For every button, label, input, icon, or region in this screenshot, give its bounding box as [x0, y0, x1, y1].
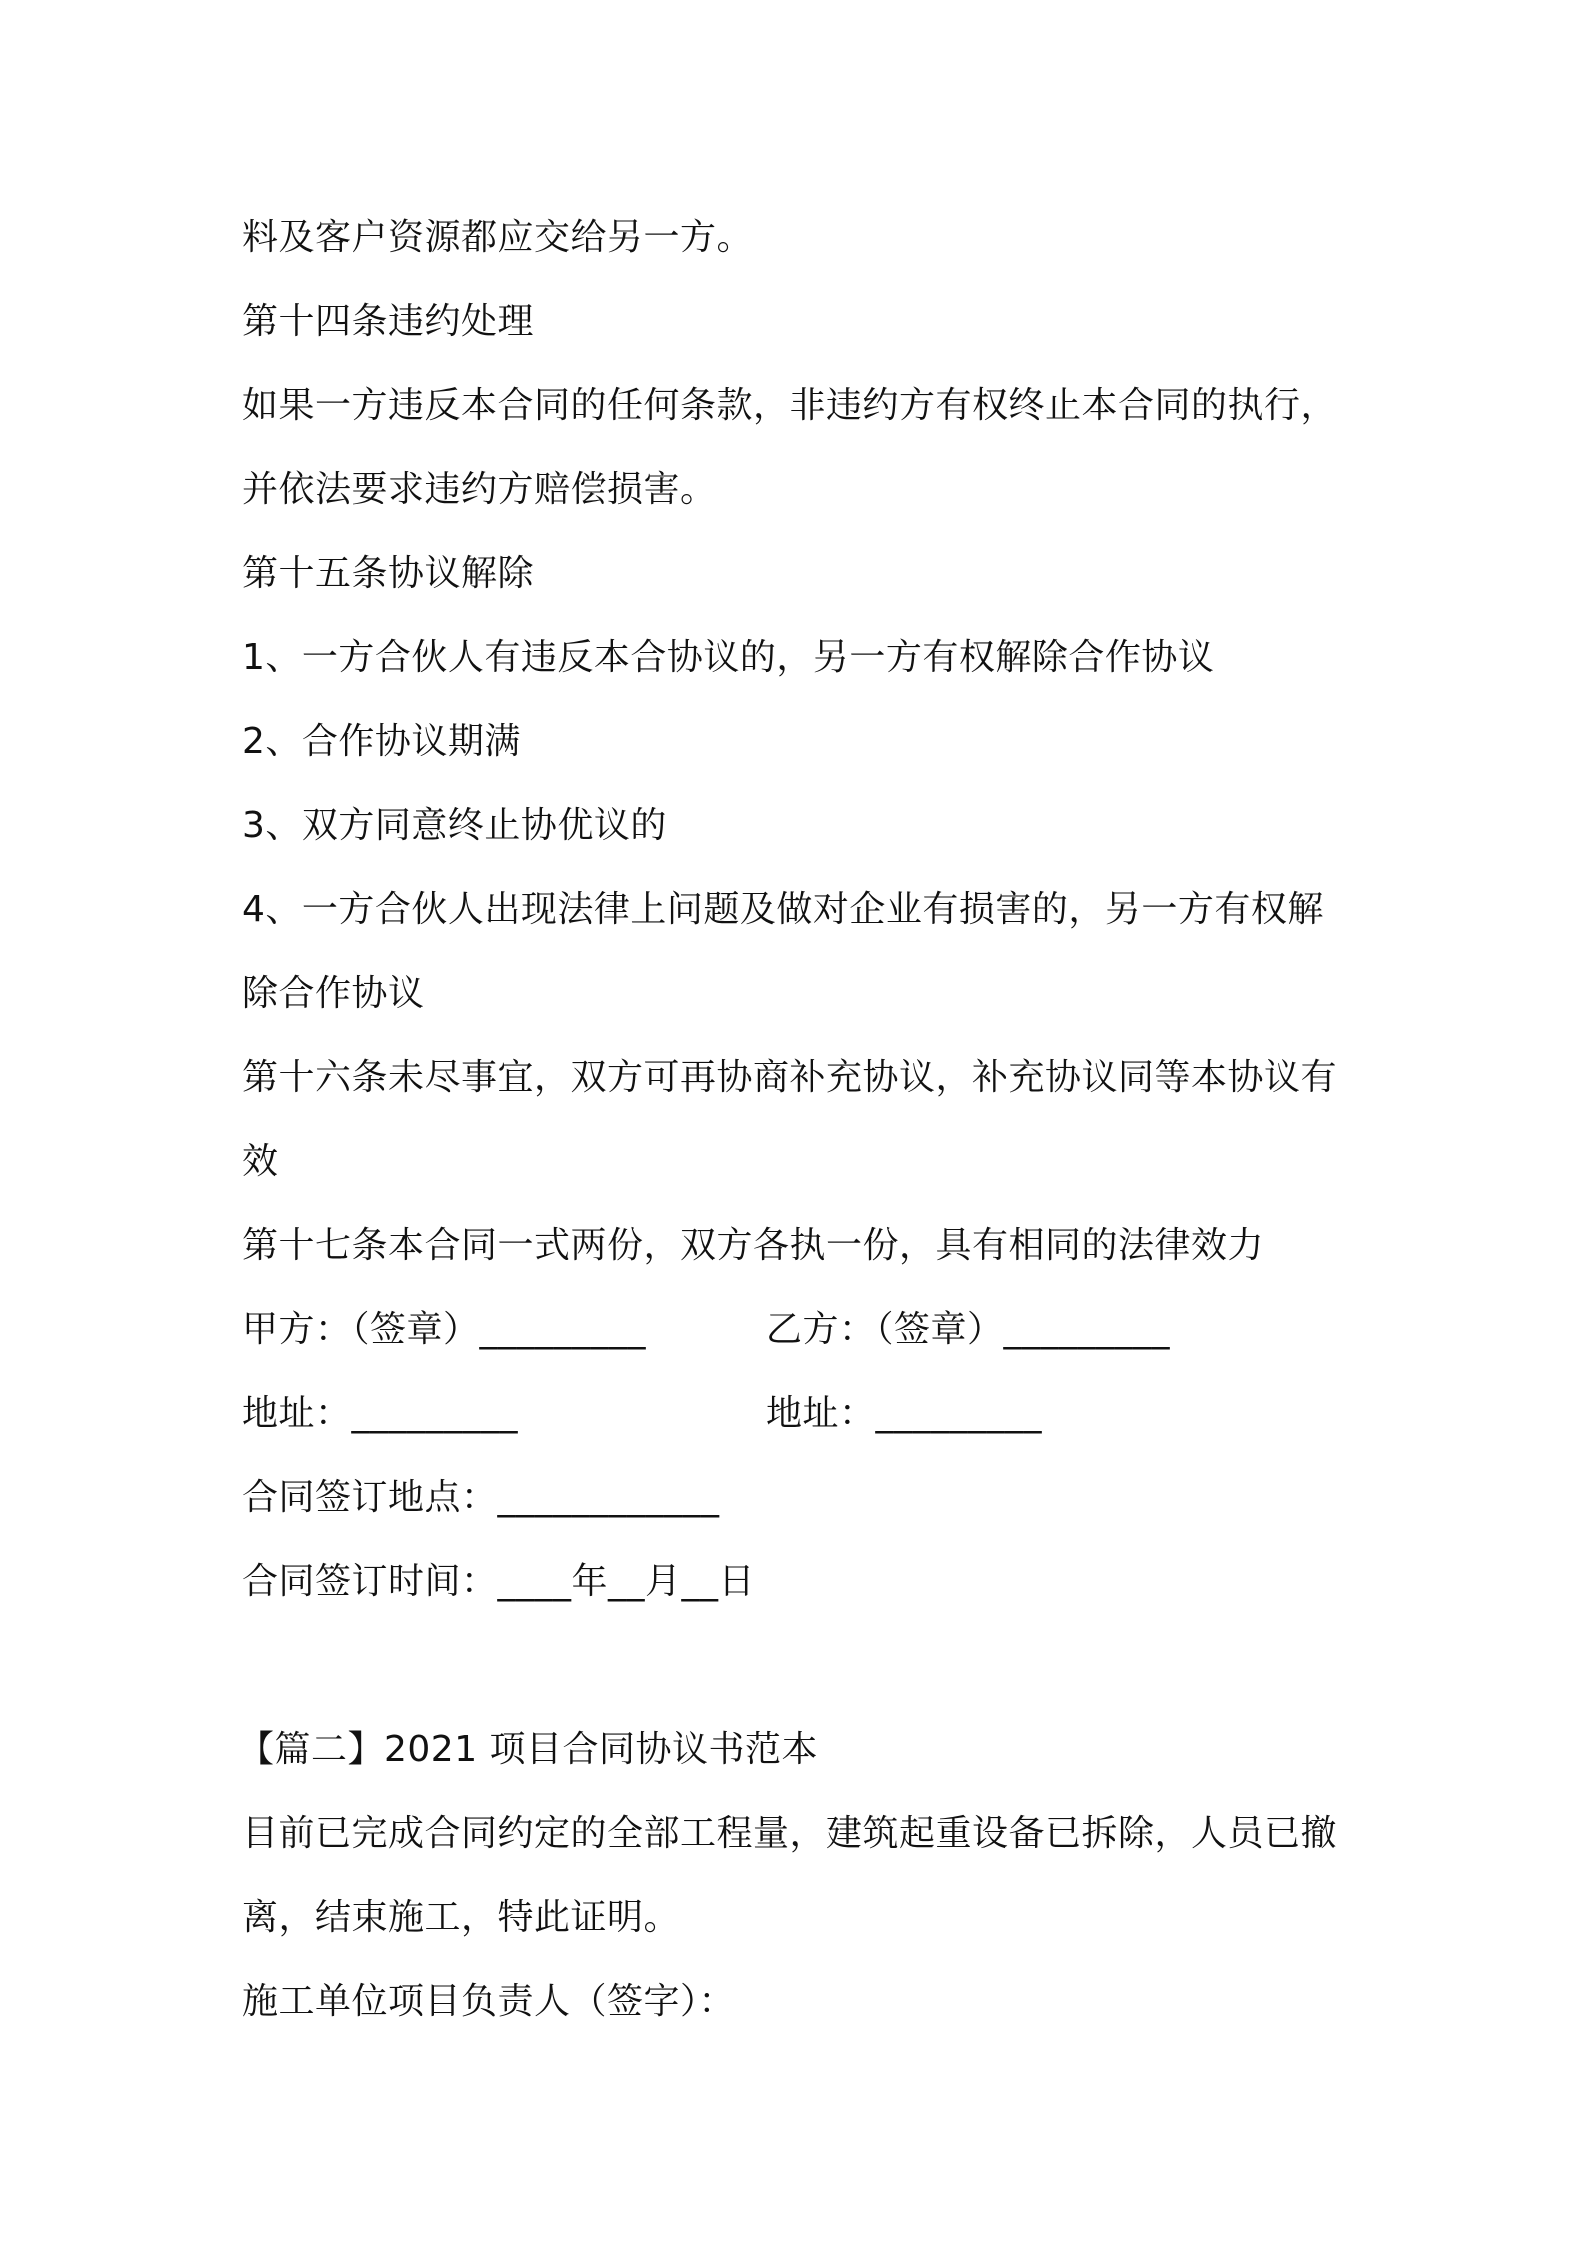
clause-16-text: 第十六条未尽事宜，双方可再协商补充协议，补充协议同等本协议有: [242, 1057, 1338, 1098]
list-item-2: 2、合作协议期满: [242, 721, 521, 762]
clause-14-heading: 第十四条违约处理: [242, 301, 535, 342]
list-item-3: 3、双方同意终止协优议的: [242, 805, 667, 846]
clause-17-text: 第十七条本合同一式两份，双方各执一份，具有相同的法律效力: [242, 1225, 1265, 1266]
list-item-1: 1、一方合伙人有违反本合协议的，另一方有权解除合作协议: [242, 637, 1215, 678]
clause-text-line: 料及客户资源都应交给另一方。: [242, 217, 754, 258]
clause-16-text-continued: 效: [242, 1141, 279, 1182]
sign-time-field: 合同签订时间：____年__月__日: [242, 1561, 756, 1602]
section-spacer: [242, 1624, 1372, 1708]
sign-place-field: 合同签订地点：____________: [242, 1477, 720, 1518]
section-2-text-line: 目前已完成合同约定的全部工程量，建筑起重设备已拆除，人员已撤: [242, 1813, 1338, 1854]
list-item-4: 4、一方合伙人出现法律上问题及做对企业有损害的，另一方有权解: [242, 889, 1324, 930]
clause-text-line: 并依法要求违约方赔偿损害。: [242, 469, 717, 510]
signature-row: [242, 1288, 1372, 1372]
section-2-text-line: 离，结束施工，特此证明。: [242, 1897, 681, 1938]
section-2-signature-line: 施工单位项目负责人（签字）：: [242, 1981, 736, 2022]
clause-15-heading: 第十五条协议解除: [242, 553, 535, 594]
address-row: [242, 1372, 1372, 1456]
document-body: [238, 196, 1372, 2044]
party-a-address-field: 地址：_________: [242, 1393, 519, 1434]
party-b-address-field: 地址：_________: [766, 1393, 1043, 1434]
list-item-4-continued: 除合作协议: [242, 973, 425, 1014]
section-2-title: 【篇二】2021 项目合同协议书范本: [238, 1729, 819, 1770]
clause-text-line: 如果一方违反本合同的任何条款，非违约方有权终止本合同的执行，: [242, 385, 1338, 426]
party-b-sign-field: 乙方：（签章）_________: [766, 1309, 1171, 1350]
party-a-sign-field: 甲方：（签章）_________: [242, 1309, 647, 1350]
